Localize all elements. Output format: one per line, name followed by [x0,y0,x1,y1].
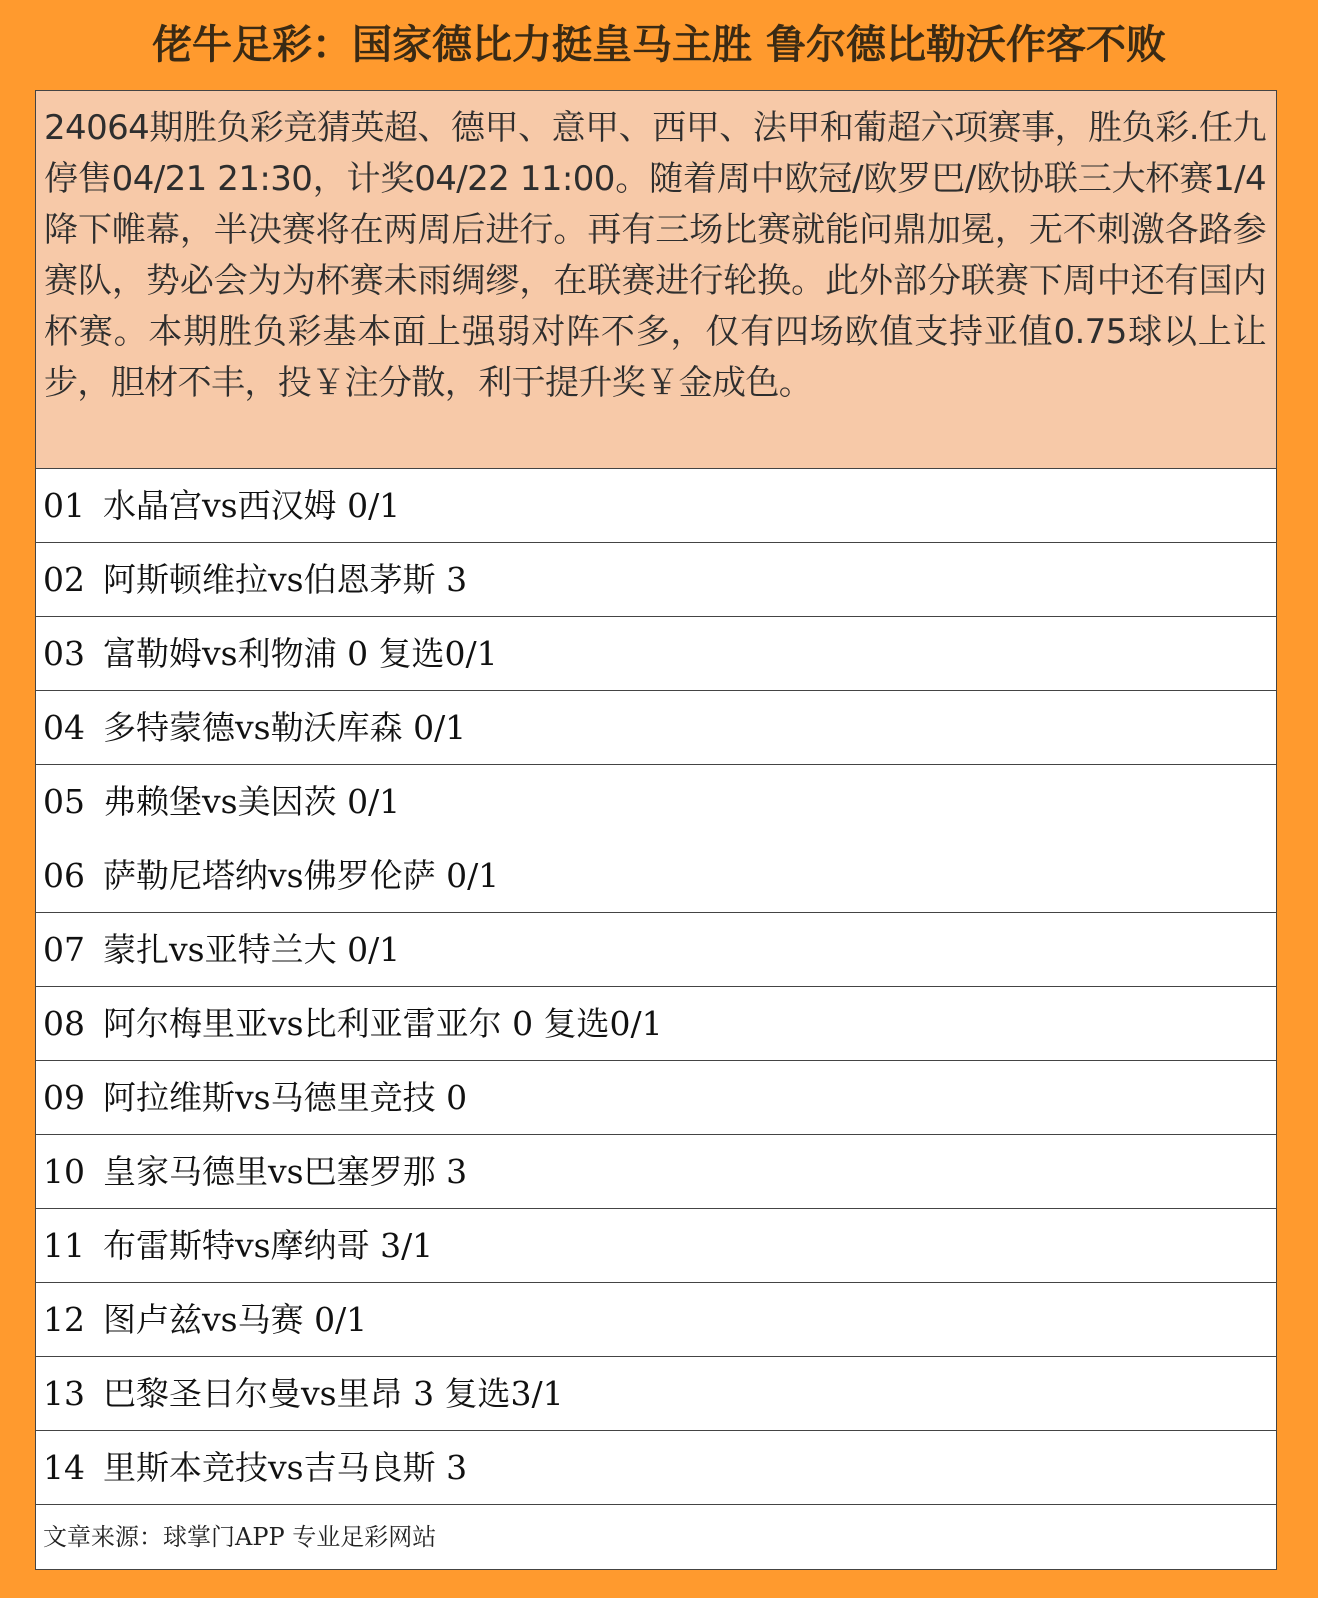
match-number: 01 [43,486,85,525]
match-row [36,1061,1276,1135]
match-number: 03 [43,634,85,673]
intro-paragraph: 24064期胜负彩竞猜英超、德甲、意甲、西甲、法甲和葡超六项赛事，胜负彩.任九停售04/21 21:30，计奖04/22 11:00。随着周中欧冠/欧罗巴/欧协联三大杯赛1/4降下帷幕，半决赛将在两周后进行。再有三场比赛就能问鼎加冕，无不刺激各路参赛队，势必会为为杯赛未雨绸缪，在联赛进行轮换。此外部分联赛下周中还有国内杯赛。本期胜负彩基本面上强弱对阵不多，仅有四场欧值支持亚值0.75球以上让步，胆材不丰，投￥注分散，利于提升奖￥金成色。 [36,91,1276,469]
match-pick: 阿尔梅里亚vs比利亚雷亚尔 0 复选0/1 [103,1004,663,1043]
match-pick: 里斯本竞技vs吉马良斯 3 [103,1448,468,1487]
match-number: 14 [43,1448,85,1487]
match-row [36,1283,1276,1357]
match-pick: 巴黎圣日尔曼vs里昂 3 复选3/1 [103,1374,564,1413]
match-row [36,987,1276,1061]
match-pick: 多特蒙德vs勒沃库森 0/1 [103,708,467,747]
match-pick: 皇家马德里vs巴塞罗那 3 [103,1152,468,1191]
match-pick: 图卢兹vs马赛 0/1 [103,1300,368,1339]
content-panel [35,90,1277,1570]
match-row [36,1431,1276,1505]
match-row [36,469,1276,543]
match-number: 02 [43,560,85,599]
match-number: 07 [43,930,85,969]
match-number: 09 [43,1078,85,1117]
match-row [36,1209,1276,1283]
match-pick: 弗赖堡vs美因茨 0/1 [103,782,401,821]
match-number: 06 [43,856,85,895]
match-pick: 水晶宫vs西汉姆 0/1 [103,486,401,525]
page-title: 佬牛足彩：国家德比力挺皇马主胜 鲁尔德比勒沃作客不败 [152,22,1166,68]
match-pick: 萨勒尼塔纳vs佛罗伦萨 0/1 [103,856,500,895]
match-number: 11 [43,1226,85,1265]
match-number: 10 [43,1152,85,1191]
match-row [36,839,1276,913]
match-row [36,543,1276,617]
match-number: 13 [43,1374,85,1413]
match-number: 04 [43,708,85,747]
match-pick: 布雷斯特vs摩纳哥 3/1 [103,1226,434,1265]
match-row [36,913,1276,987]
match-row [36,1357,1276,1431]
match-list [36,469,1276,1505]
match-row [36,617,1276,691]
match-pick: 阿拉维斯vs马德里竞技 0 [103,1078,468,1117]
match-number: 08 [43,1004,85,1043]
match-pick: 阿斯顿维拉vs伯恩茅斯 3 [103,560,468,599]
match-row [36,1135,1276,1209]
match-pick: 富勒姆vs利物浦 0 复选0/1 [103,634,498,673]
match-number: 12 [43,1300,85,1339]
match-row [36,765,1276,839]
match-row [36,691,1276,765]
match-number: 05 [43,782,85,821]
match-pick: 蒙扎vs亚特兰大 0/1 [103,930,401,969]
source-line: 文章来源：球掌门APP 专业足彩网站 [36,1505,1276,1569]
